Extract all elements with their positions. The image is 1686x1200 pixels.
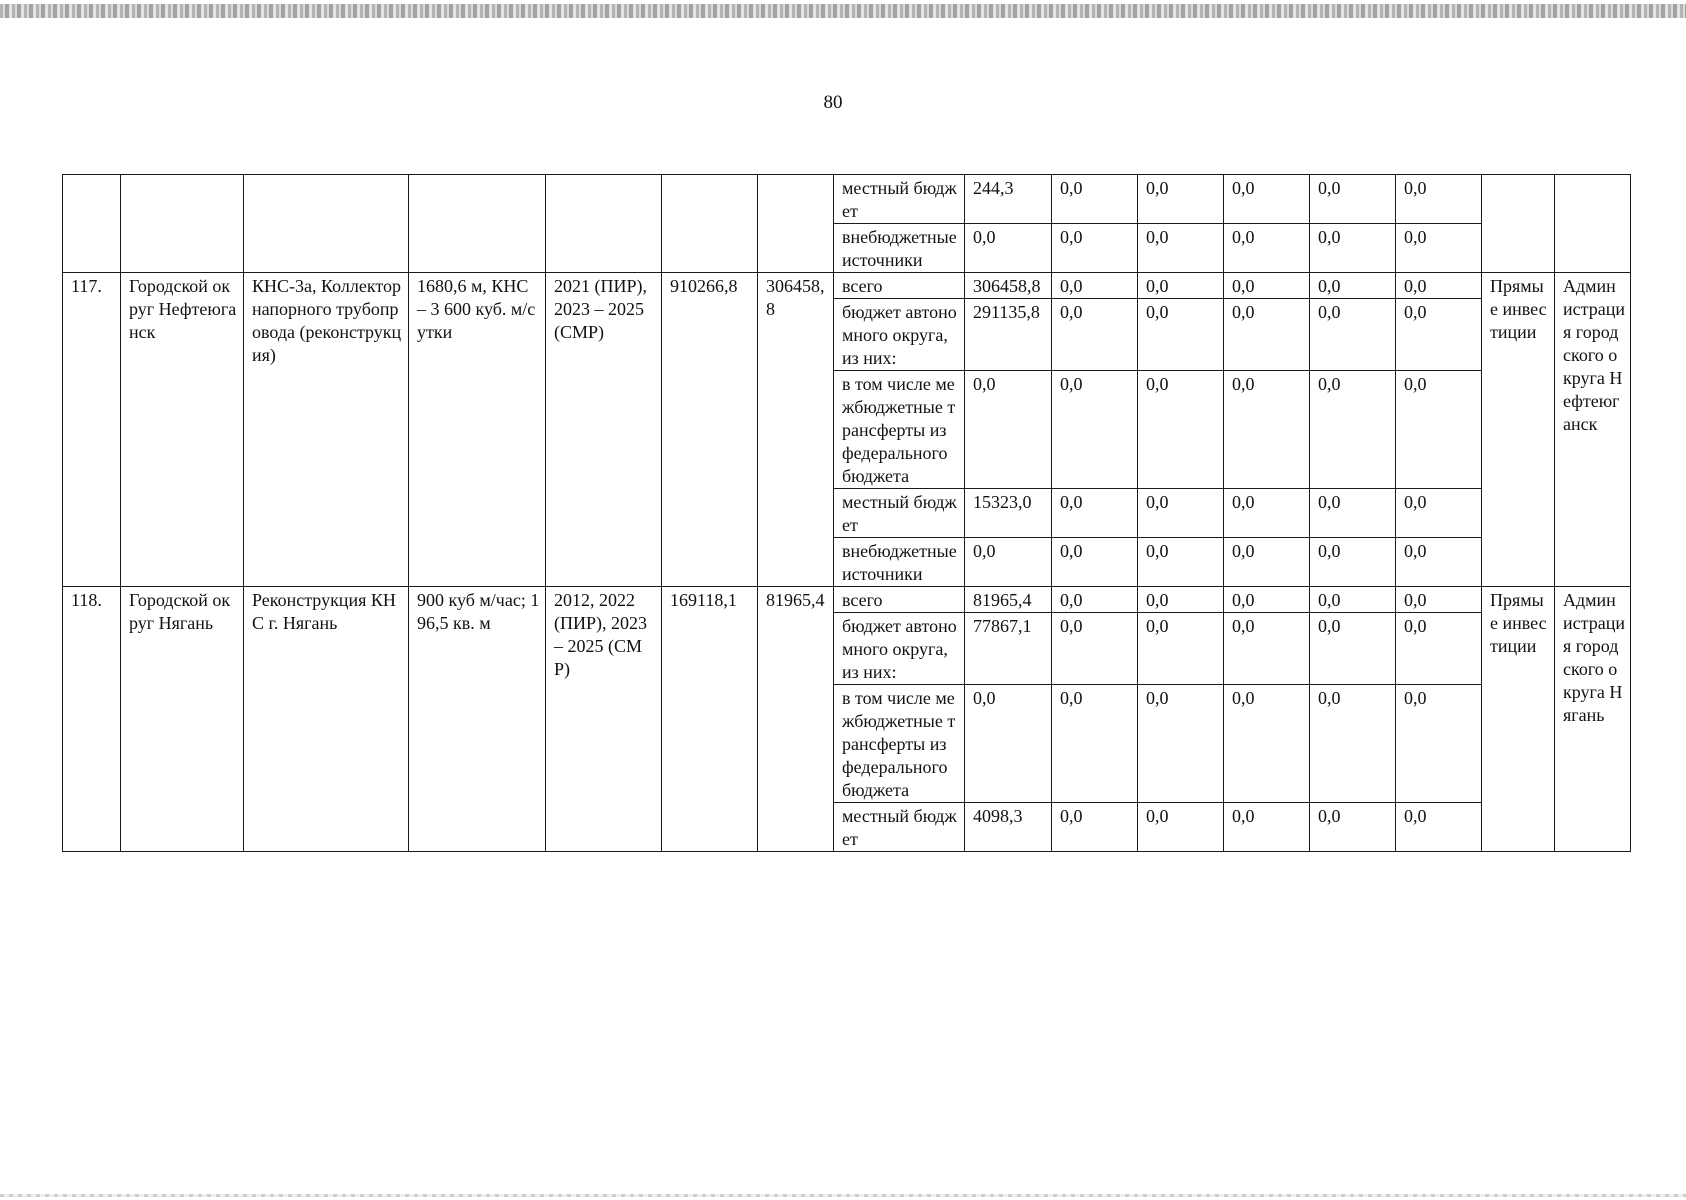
- value-cell: 0,0: [1052, 489, 1138, 538]
- value-cell: 0,0: [1138, 175, 1224, 224]
- value-cell: 0,0: [1052, 685, 1138, 803]
- value-cell: 0,0: [1052, 371, 1138, 489]
- value-cell: 0,0: [1224, 224, 1310, 273]
- table-row: [63, 587, 1631, 613]
- funding-source: местный бюджет: [834, 803, 965, 852]
- value-cell: 0,0: [1310, 587, 1396, 613]
- value-cell: 0,0: [1138, 371, 1224, 489]
- funding-source: внебюджетные источники: [834, 224, 965, 273]
- value-cell: 15323,0: [965, 489, 1052, 538]
- funding-source: всего: [834, 273, 965, 299]
- value-cell: 81965,4: [965, 587, 1052, 613]
- value-cell: 0,0: [1138, 613, 1224, 685]
- cell-blank: [1555, 175, 1631, 273]
- funding-source: бюджет автономного округа, из них:: [834, 613, 965, 685]
- value-cell: 0,0: [1224, 175, 1310, 224]
- value-cell: 0,0: [1224, 587, 1310, 613]
- value-cell: 0,0: [1396, 175, 1482, 224]
- value-cell: 0,0: [1138, 538, 1224, 587]
- value-cell: 0,0: [965, 371, 1052, 489]
- value-cell: 0,0: [1396, 538, 1482, 587]
- value-cell: 0,0: [1052, 538, 1138, 587]
- cell-blank: [1482, 175, 1555, 273]
- value-cell: 0,0: [1224, 685, 1310, 803]
- investment-table: [62, 174, 1631, 852]
- funding-source: всего: [834, 587, 965, 613]
- value-cell: 0,0: [1396, 685, 1482, 803]
- cell-blank: [63, 175, 121, 273]
- cost-total: 910266,8: [662, 273, 758, 587]
- value-cell: 0,0: [1310, 685, 1396, 803]
- value-cell: 0,0: [1310, 175, 1396, 224]
- value-cell: 0,0: [1396, 613, 1482, 685]
- funding-source: в том числе межбюджетные трансферты из федерального бюджета: [834, 685, 965, 803]
- value-cell: 0,0: [1396, 803, 1482, 852]
- cell-blank: [662, 175, 758, 273]
- period: 2021 (ПИР), 2023 – 2025 (СМР): [546, 273, 662, 587]
- value-cell: 0,0: [1396, 371, 1482, 489]
- value-cell: 0,0: [1396, 273, 1482, 299]
- page-number: 80: [823, 92, 843, 113]
- object-name: КНС-3а, Коллектор напорного трубопровода (реконструкция): [244, 273, 409, 587]
- table-row: [63, 175, 1631, 224]
- value-cell: 0,0: [1138, 489, 1224, 538]
- value-cell: 0,0: [1224, 371, 1310, 489]
- value-cell: 0,0: [1224, 273, 1310, 299]
- funding-source: местный бюджет: [834, 489, 965, 538]
- value-cell: 0,0: [1138, 273, 1224, 299]
- cost-total: 169118,1: [662, 587, 758, 852]
- period: 2012, 2022 (ПИР), 2023 – 2025 (СМР): [546, 587, 662, 852]
- value-cell: 0,0: [1052, 175, 1138, 224]
- cell-blank: [546, 175, 662, 273]
- value-cell: 0,0: [1224, 489, 1310, 538]
- cell-blank: [121, 175, 244, 273]
- value-cell: 0,0: [1310, 224, 1396, 273]
- responsible-body: Администрация городского округа Нягань: [1555, 587, 1631, 852]
- value-cell: 0,0: [1224, 299, 1310, 371]
- value-cell: 4098,3: [965, 803, 1052, 852]
- value-cell: 0,0: [1052, 613, 1138, 685]
- value-cell: 0,0: [1052, 587, 1138, 613]
- value-cell: 0,0: [1224, 613, 1310, 685]
- value-cell: 0,0: [1052, 299, 1138, 371]
- capacity: 900 куб м/час; 196,5 кв. м: [409, 587, 546, 852]
- value-cell: 0,0: [1396, 587, 1482, 613]
- value-cell: 0,0: [1310, 489, 1396, 538]
- value-cell: 0,0: [1396, 224, 1482, 273]
- responsible-body: Администрация городского округа Нефтеюганск: [1555, 273, 1631, 587]
- value-cell: 0,0: [1310, 613, 1396, 685]
- table-row: [63, 273, 1631, 299]
- scan-edge-top: [0, 4, 1686, 18]
- value-cell: 0,0: [1052, 803, 1138, 852]
- funding-source: бюджет автономного округа, из них:: [834, 299, 965, 371]
- scan-edge-bottom: [0, 1194, 1686, 1197]
- value-cell: 291135,8: [965, 299, 1052, 371]
- project-number: 117.: [63, 273, 121, 587]
- value-cell: 0,0: [1310, 538, 1396, 587]
- project-number: 118.: [63, 587, 121, 852]
- value-cell: 0,0: [1138, 803, 1224, 852]
- mechanism: Прямые инвестиции: [1482, 587, 1555, 852]
- value-cell: 0,0: [1310, 371, 1396, 489]
- value-cell: 77867,1: [965, 613, 1052, 685]
- municipality: Городской округ Нягань: [121, 587, 244, 852]
- value-cell: 0,0: [965, 685, 1052, 803]
- value-cell: 0,0: [965, 538, 1052, 587]
- value-cell: 0,0: [1310, 299, 1396, 371]
- cost-remaining: 306458,8: [758, 273, 834, 587]
- value-cell: 0,0: [1138, 224, 1224, 273]
- cell-blank: [244, 175, 409, 273]
- municipality: Городской округ Нефтеюганск: [121, 273, 244, 587]
- funding-source: внебюджетные источники: [834, 538, 965, 587]
- cell-blank: [758, 175, 834, 273]
- value-cell: 0,0: [1396, 489, 1482, 538]
- value-cell: 244,3: [965, 175, 1052, 224]
- funding-source: местный бюджет: [834, 175, 965, 224]
- object-name: Реконструкция КНС г. Нягань: [244, 587, 409, 852]
- value-cell: 0,0: [1224, 538, 1310, 587]
- capacity: 1680,6 м, КНС – 3 600 куб. м/сутки: [409, 273, 546, 587]
- value-cell: 0,0: [1138, 299, 1224, 371]
- value-cell: 0,0: [1310, 273, 1396, 299]
- value-cell: 0,0: [1052, 273, 1138, 299]
- value-cell: 0,0: [1052, 224, 1138, 273]
- cost-remaining: 81965,4: [758, 587, 834, 852]
- value-cell: 0,0: [1138, 587, 1224, 613]
- value-cell: 0,0: [1224, 803, 1310, 852]
- funding-source: в том числе межбюджетные трансферты из федерального бюджета: [834, 371, 965, 489]
- value-cell: 0,0: [1138, 685, 1224, 803]
- mechanism: Прямые инвестиции: [1482, 273, 1555, 587]
- value-cell: 0,0: [965, 224, 1052, 273]
- value-cell: 306458,8: [965, 273, 1052, 299]
- value-cell: 0,0: [1310, 803, 1396, 852]
- value-cell: 0,0: [1396, 299, 1482, 371]
- cell-blank: [409, 175, 546, 273]
